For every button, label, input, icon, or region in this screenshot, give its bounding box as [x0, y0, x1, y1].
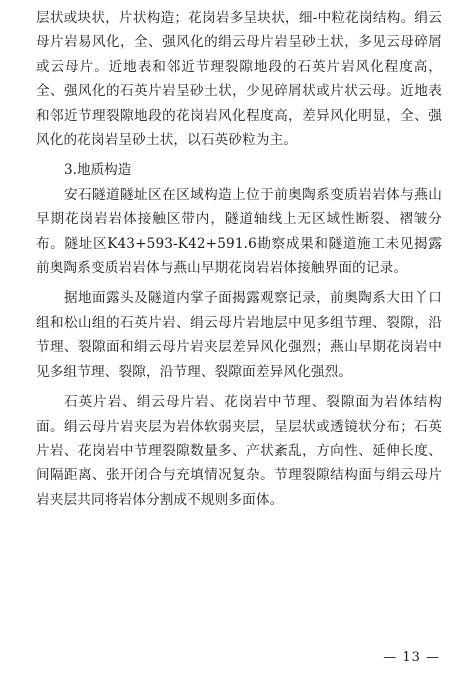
paragraph-structural-planes: 石英片岩、绢云母片岩、花岗岩中节理、裂隙面为岩体结构面。绢云母片岩夹层为岩体软弱夹层，呈层状或透镜状分布；石英片岩、花岗岩中节理裂隙数量多、产状紊乱，方向性、延伸长度、间隔距离、张开闭合与充填情况复杂。节理裂隙结构面与绢云母片岩夹层共同将岩体分割成不规则多面体。 — [36, 394, 442, 508]
section-heading-geologic-structure: 3.地质构造 — [64, 162, 132, 179]
paragraph-tunnel-structure: 安石隧道隧址区在区域构造上位于前奥陶系变质岩岩体与燕山早期花岗岩岩体接触区带内，隧道轴线上无区域性断裂、褶皱分布。隧址区K43+593-K42+591.6勘察成果和隧道施工未见揭露前奥陶系变质岩岩体与燕山早期花岗岩岩体接触界面的记录。 — [36, 186, 442, 277]
paragraph-joints-observation: 据地面露头及隧道内掌子面揭露观察记录，前奥陶系大田丫口组和松山组的石英片岩、绢云母片岩地层中见多组节理、裂隙，沿节理、裂隙面和绢云母片岩夹层差异风化强烈；燕山早期花岗岩中见多组节理、裂隙，沿节理、裂隙面差异风化强烈。 — [36, 290, 442, 380]
paragraph-rock-weathering: 层状或块状，片状构造；花岗岩多呈块状，细-中粒花岗结构。绢云母片岩易风化，全、强风化的绢云母片岩呈砂土状，多见云母碎屑或云母片。近地表和邻近节理裂隙地段的石英片岩风化程度高，全、强风化的石英片岩呈砂土状，少见碎屑状或片状云母。近地表和邻近节理裂隙地段的花岗岩风化程度高，差异风化明显，全、强风化的花岗岩呈砂土状，以石英砂粒为主。 — [36, 10, 442, 149]
document-body — [36, 6, 442, 512]
page-number: — 13 — — [383, 650, 440, 665]
